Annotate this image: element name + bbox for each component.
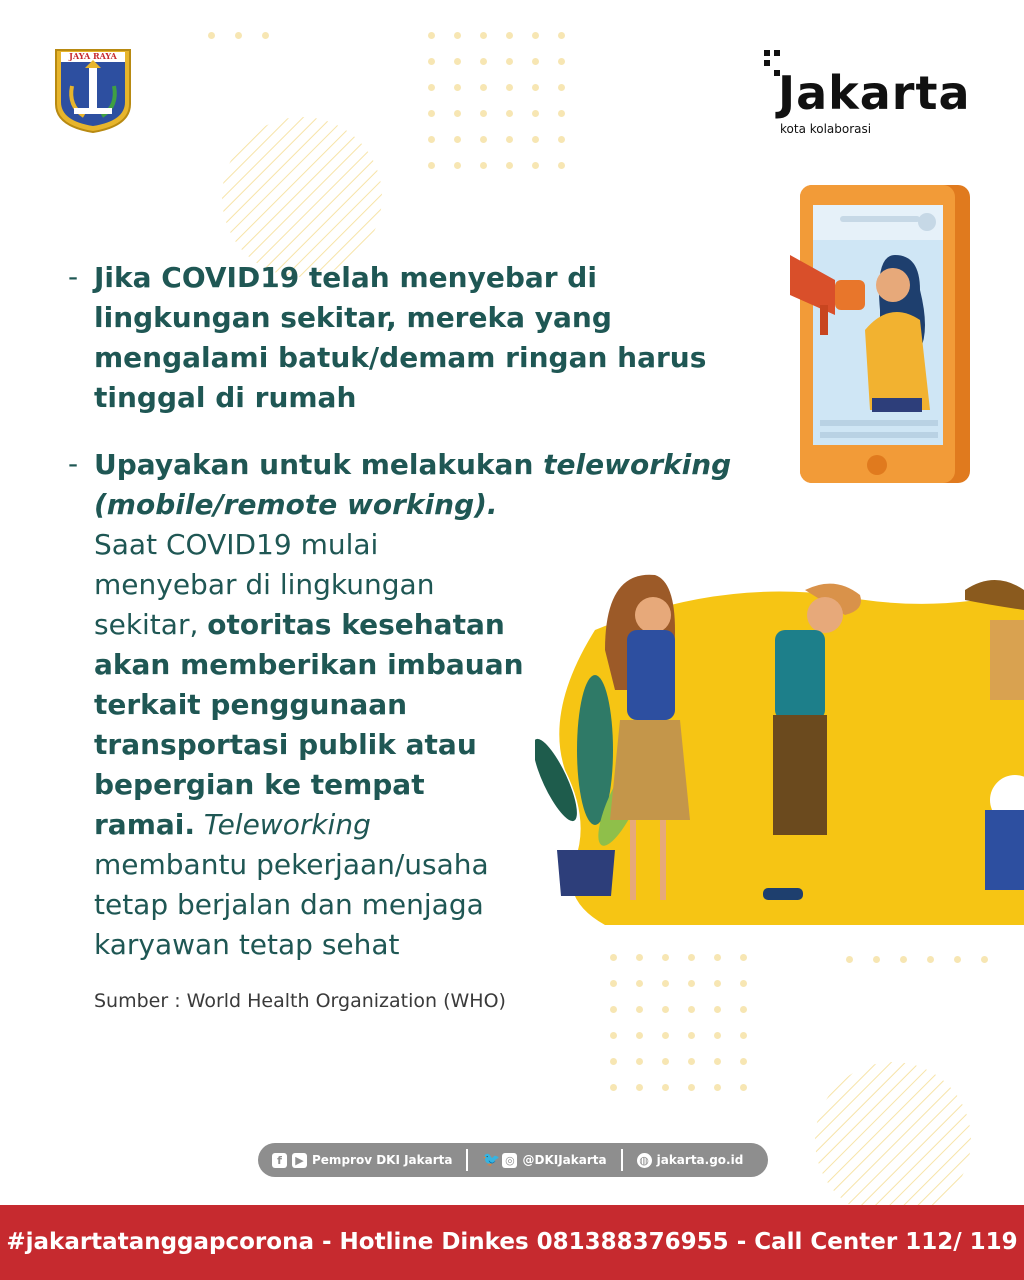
divider [621, 1149, 623, 1171]
bullet-2-lead: Upayakan untuk melakukan [94, 448, 544, 481]
jakarta-brand-logo [762, 48, 982, 148]
bullet-2-lead-italic: teleworking [543, 448, 732, 481]
divider [466, 1149, 468, 1171]
bullet-2-paragraph-2: membantu pekerjaan/usaha tetap berjalan dan menjaga karyawan tetap sehat [94, 848, 489, 961]
phone-megaphone-illustration [780, 180, 980, 490]
twitter-icon: 🐦 [482, 1151, 500, 1168]
bullet-dash: - [68, 260, 79, 293]
footer-hotline-banner: #jakartatanggapcorona - Hotline Dinkes 081388376955 - Call Center 112/ 119 [0, 1205, 1024, 1280]
bullet-1-text: Jika COVID19 telah menyebar di lingkungan sekitar, mereka yang mengalami batuk/demam ringan harus tinggal di rumah [94, 261, 707, 414]
dki-emblem-logo [52, 46, 134, 134]
bullet-2-lead-italic-2: (mobile/remote working). [94, 488, 498, 521]
bullet-2-paragraph-1-bold: otoritas kesehatan akan memberikan imbauan terkait penggunaan transportasi publik atau bepergian ke tempat ramai. [94, 608, 524, 841]
facebook-icon: f [272, 1153, 287, 1168]
bullet-2-paragraph-2-italic: Teleworking [203, 808, 371, 841]
social-media-bar [258, 1143, 768, 1177]
bullet-dash: - [68, 447, 79, 480]
social-website[interactable] [637, 1143, 744, 1177]
globe-icon: ◍ [637, 1153, 652, 1168]
emblem-label: JAYA RAYA [69, 51, 117, 61]
bullet-2-paragraph-1: Saat COVID19 mulai menyebar di lingkungan sekitar, [94, 528, 435, 641]
brand-name: Jakarta [778, 66, 971, 120]
source-citation: Sumber : World Health Organization (WHO) [94, 990, 506, 1012]
brand-tagline: kota kolaborasi [780, 122, 872, 136]
dot-pattern [208, 32, 269, 39]
hatch-decoration [808, 1060, 978, 1220]
dot-pattern [610, 954, 747, 1091]
social-website-label: jakarta.go.id [656, 1153, 744, 1167]
social-twitter-instagram-label: @DKIJakarta [522, 1153, 607, 1167]
bullet-2-text [94, 445, 734, 965]
dot-pattern [846, 956, 988, 963]
social-twitter-instagram[interactable] [482, 1143, 606, 1177]
dot-pattern [428, 32, 565, 169]
social-facebook-youtube[interactable] [272, 1143, 452, 1177]
hatch-decoration [220, 115, 385, 280]
youtube-icon: ▶ [292, 1153, 307, 1168]
social-facebook-youtube-label: Pemprov DKI Jakarta [312, 1153, 453, 1167]
instagram-icon: ◎ [502, 1153, 517, 1168]
